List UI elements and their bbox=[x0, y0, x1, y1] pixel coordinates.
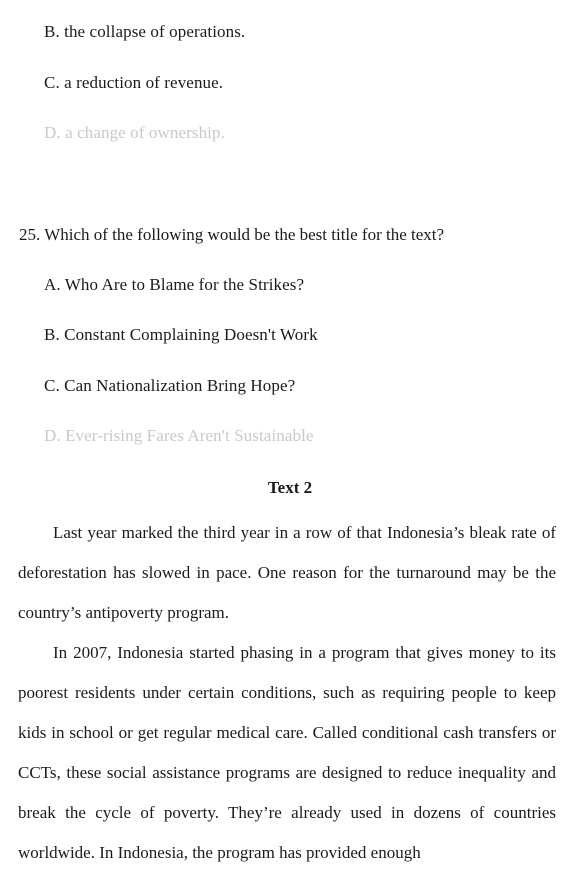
text2-heading: Text 2 bbox=[267, 478, 313, 497]
text2-paragraph-2: In 2007, Indonesia started phasing in a program that gives money to its poorest residents under certain conditions, such as requiring people to keep kids in school or get regular medical care. Called conditional cash transfers or CCTs, these social assistance programs are designed to reduce inequality and break the cycle of poverty. They’re already used in dozens of countries worldwide. In Indonesia, the program has provided enough bbox=[18, 643, 556, 862]
q25-option-c: C. Can Nationalization Bring Hope? bbox=[44, 376, 296, 395]
q24-option-b: B. the collapse of operations. bbox=[44, 22, 246, 41]
text2-paragraph-1: Last year marked the third year in a row of that Indonesia’s bleak rate of deforestation has slowed in pace. One reason for the turnaround may be the country’s antipoverty program. bbox=[18, 523, 556, 622]
question-25: 25. Which of the following would be the best title for the text? bbox=[19, 225, 445, 244]
q25-option-d: D. Ever-rising Fares Aren't Sustainable bbox=[44, 426, 314, 445]
q25-option-b: B. Constant Complaining Doesn't Work bbox=[44, 325, 318, 344]
q24-option-c: C. a reduction of revenue. bbox=[44, 73, 224, 92]
q25-option-a: A. Who Are to Blame for the Strikes? bbox=[44, 275, 305, 294]
q24-option-d: D. a change of ownership. bbox=[44, 123, 225, 142]
